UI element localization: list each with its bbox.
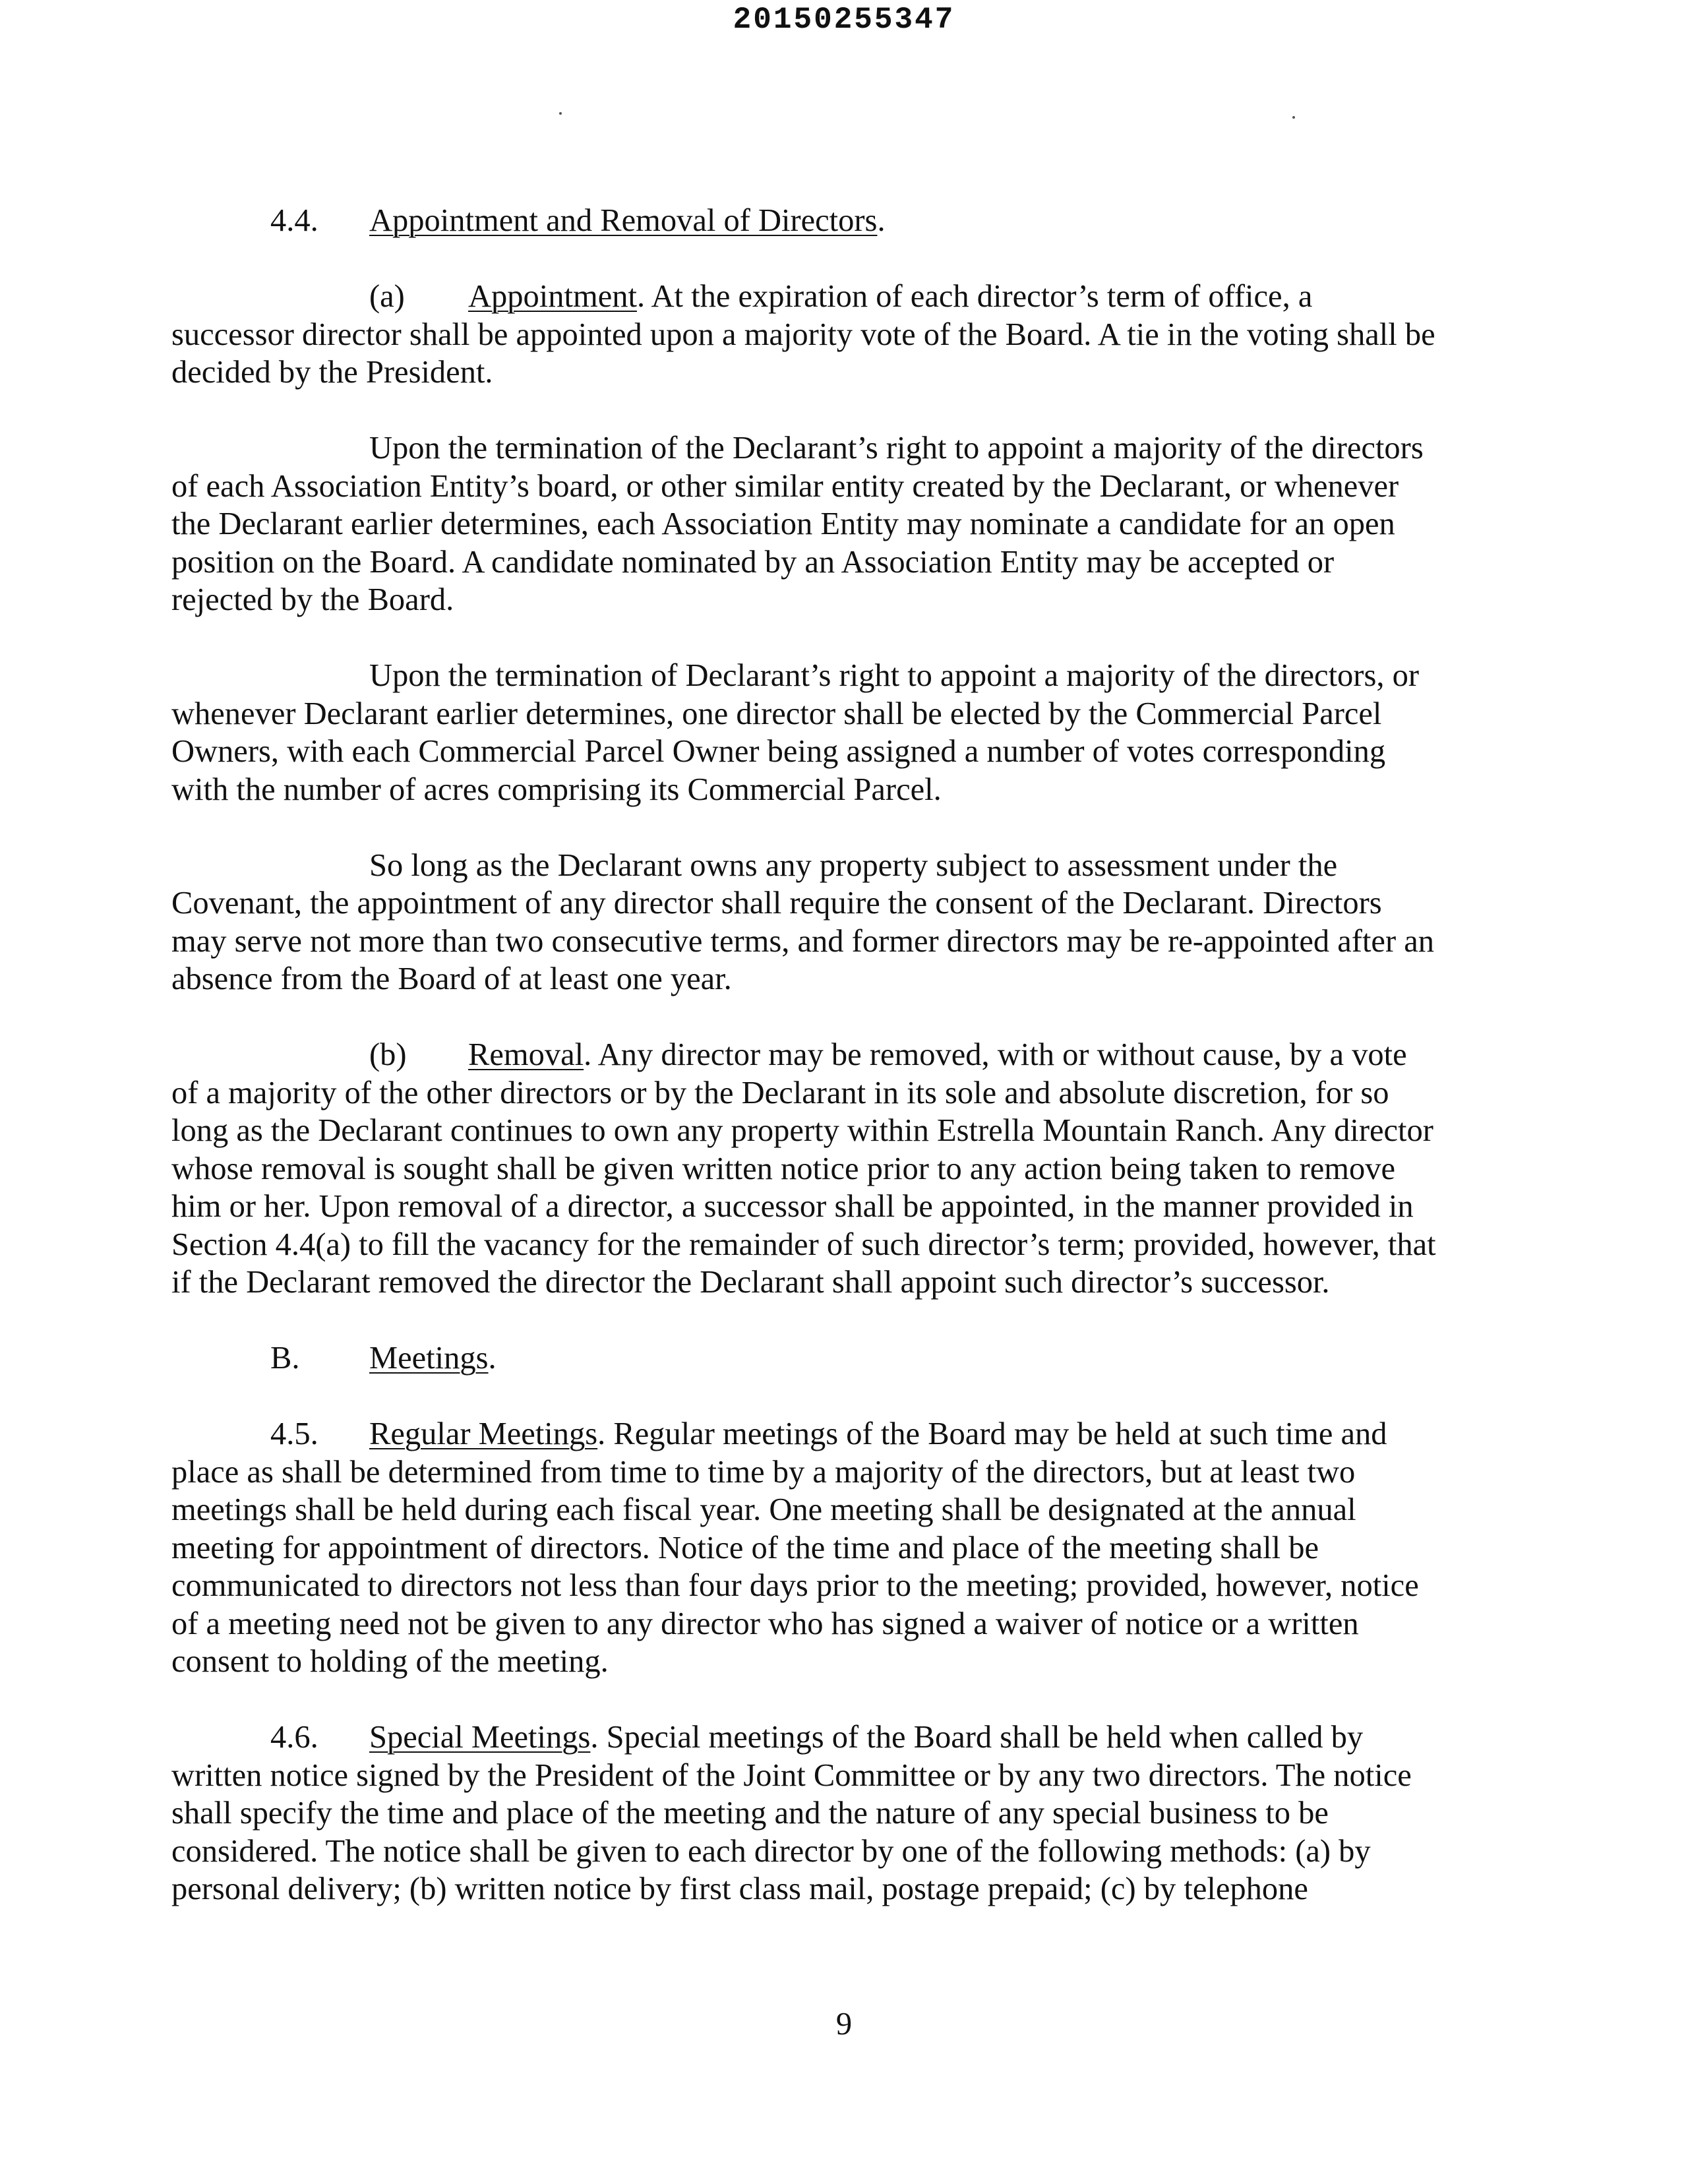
scan-speck: [1292, 116, 1295, 119]
section-number: B.: [270, 1341, 300, 1376]
subsection-label: (a): [369, 279, 405, 314]
section-title: Appointment and Removal of Directors: [369, 203, 878, 238]
section-4-4-b-paragraph: [171, 1036, 1437, 1302]
document-number: 20150255347: [733, 3, 955, 37]
section-4-4-heading: 4.4. Appointment and Removal of Directors.: [171, 202, 1437, 240]
section-number: 4.4.: [270, 203, 318, 238]
section-b-heading: B. Meetings.: [171, 1339, 1437, 1378]
subsection-title: Appointment: [468, 279, 637, 314]
section-number: 4.6.: [270, 1720, 318, 1755]
page-number: 9: [835, 2007, 853, 2042]
association-entity-paragraph: Upon the termination of the Declarant’s right to appoint a majority of the directors of each Association Entity’s board, or other similar entity created by the Declarant, or whenever the Declarant earlier determines, each Association Entity may nominate a candidate for an open position on the Board. A candidate nominated by an Association Entity may be accepted or rejected by the Board.: [171, 431, 1424, 617]
paragraph-text: . Any director may be removed, with or without cause, by a vote of a majority of the other directors or by the Declarant in its sole and absolute discretion, for so long as the Declarant continues to own any property within Estrella Mountain Ranch. Any director whose removal is sought shall be given written notice prior to any action being taken to remove him or her. Upon removal of a director, a successor shall be appointed, in the manner provided in Section 4.4(a) to fill the vacancy for the remainder of such director’s term; provided, however, that if the Declarant removed the director the Declarant shall appoint such director’s successor.: [171, 1037, 1436, 1300]
paragraph-text: . At the expiration of each director’s term of office, a successor director shall be appointed upon a majority vote of the Board. A tie in the voting shall be decided by the President.: [171, 279, 1435, 390]
section-4-4-a-paragraph: [171, 278, 1437, 392]
scan-speck: [559, 112, 562, 115]
document-body: [171, 202, 1437, 1908]
declarant-consent-paragraph: So long as the Declarant owns any property subject to assessment under the Covenant, the appointment of any director shall require the consent of the Declarant. Directors may serve not more than two consecutive terms, and former directors may be re-appointed after an absence from the Board of at least one year.: [171, 847, 1435, 996]
section-title: Meetings: [369, 1341, 489, 1376]
section-4-6-paragraph: [171, 1718, 1437, 1908]
commercial-parcel-paragraph: Upon the termination of Declarant’s right to appoint a majority of the directors, or whenever Declarant earlier determines, one director shall be elected by the Commercial Parcel Owners, with each Commercial Parcel Owner being assigned a number of votes corresponding with the number of acres comprising its Commercial Parcel.: [171, 658, 1419, 807]
subsection-label: (b): [369, 1037, 407, 1072]
paragraph-text: . Special meetings of the Board shall be held when called by written notice signed by the President of the Joint Committee or by any two directors. The notice shall specify the time and place of the meeting and the nature of any special business to be considered. The notice shall be given to each director by one of the following methods: (a) by personal delivery; (b) written notice by first class mail, postage prepaid; (c) by telephone: [171, 1720, 1412, 1906]
section-title: Special Meetings: [369, 1720, 591, 1755]
paragraph-text: . Regular meetings of the Board may be held at such time and place as shall be determined from time to time by a majority of the directors, but at least two meetings shall be held during each fiscal year. One meeting shall be designated at the annual meeting for appointment of directors. Notice of the time and place of the meeting shall be communicated to directors not less than four days prior to the meeting; provided, however, notice of a meeting need not be given to any director who has signed a waiver of notice or a written consent to holding of the meeting.: [171, 1416, 1419, 1679]
section-number: 4.5.: [270, 1416, 318, 1451]
section-4-5-paragraph: [171, 1415, 1437, 1681]
subsection-title: Removal: [468, 1037, 584, 1072]
section-title: Regular Meetings: [369, 1416, 598, 1451]
